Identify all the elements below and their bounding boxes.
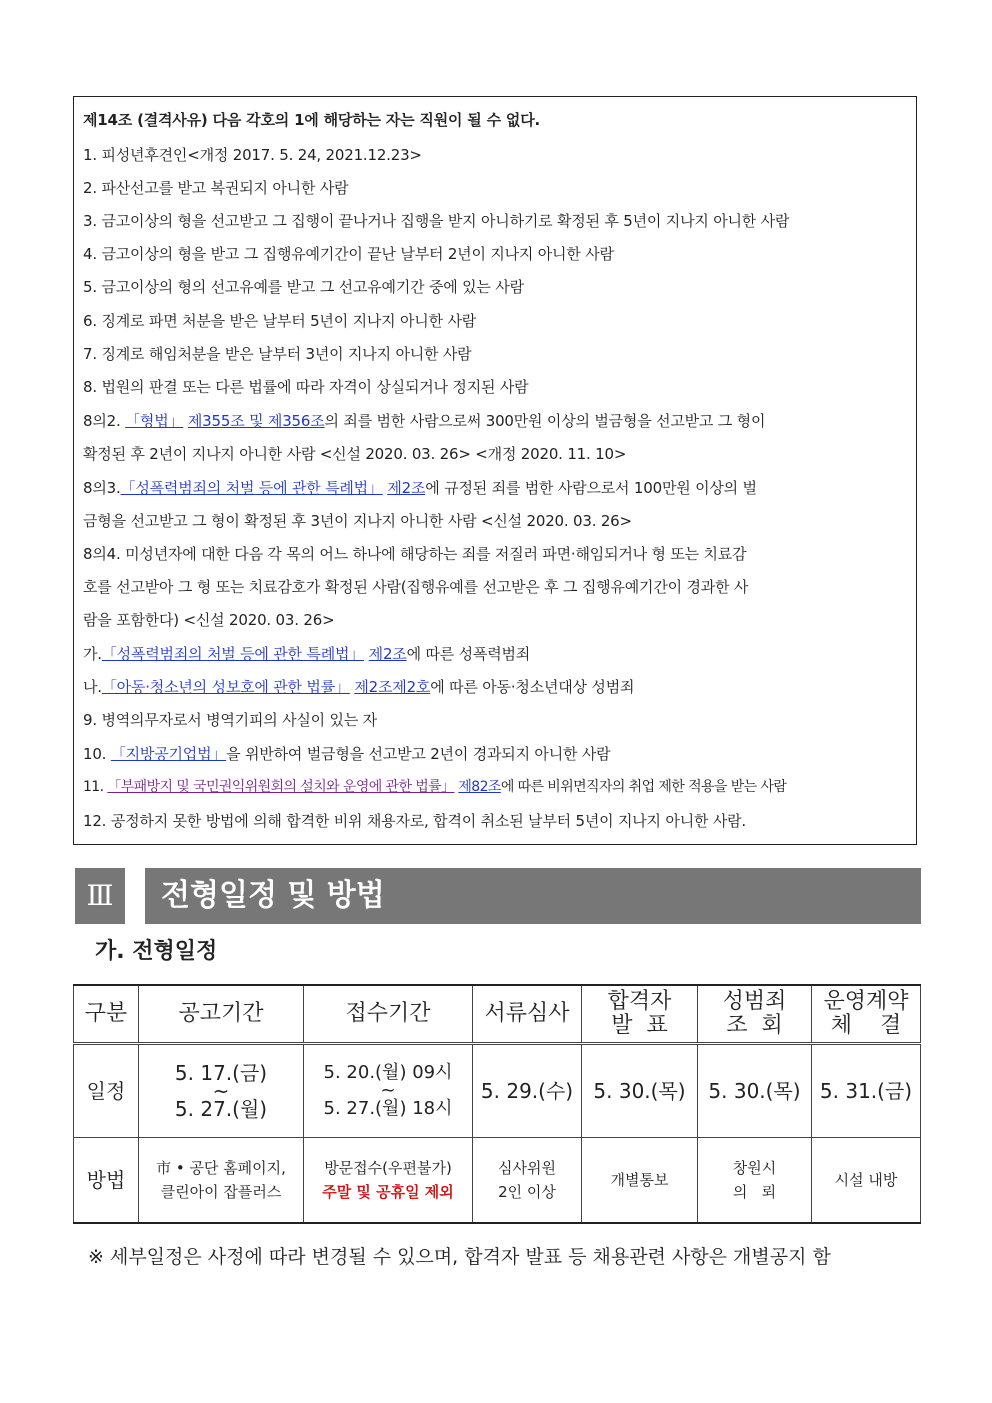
clause-11: 11. 「부패방지 및 국민권익위원회의 설치와 운영에 관한 법률」 제82조에 따른 비위면직자의 취업 제한 적용을 받는 사람 xyxy=(83,779,787,795)
clause-3: 3. 금고이상의 형을 선고받고 그 집행이 끝나거나 집행을 받지 아니하기로 확정된 후 5년이 지나지 아니한 사람 xyxy=(83,212,790,230)
cell-announce-date: 5. 30.(목) xyxy=(582,1044,698,1138)
cell-receipt-dates: 5. 20.(월) 09시 ~ 5. 27.(월) 18시 xyxy=(304,1044,473,1138)
clause-8-2-cont: 확정된 후 2년이 지나지 아니한 사람 <신설 2020. 03. 26> <개정 2020. 11. 10> xyxy=(83,445,627,463)
footnote: ※ 세부일정은 사정에 따라 변경될 수 있으며, 합격자 발표 등 채용관련 사항은 개별공지 함 xyxy=(88,1246,831,1268)
law-link-sexual-violence-act-2[interactable]: 「성폭력범죄의 처벌 등에 관한 특례법」 xyxy=(101,645,365,663)
header-category: 구분 xyxy=(74,985,139,1044)
cell-screening-method: 심사위원 2인 이상 xyxy=(473,1138,582,1224)
clause-10: 10. 「지방공기업법」을 위반하여 벌금형을 선고받고 2년이 경과되지 아니한 사람 xyxy=(83,745,611,763)
law-link-youth-protection-act[interactable]: 「아동·청소년의 성보호에 관한 법률」 xyxy=(101,678,350,696)
cell-check-date: 5. 30.(목) xyxy=(698,1044,812,1138)
law-link-local-enterprise-act[interactable]: 「지방공기업법」 xyxy=(110,745,227,763)
section-number: Ⅲ xyxy=(75,868,125,924)
table-row-method xyxy=(74,1138,921,1224)
clause-8-4: 8의4. 미성년자에 대한 다음 각 목의 어느 하나에 해당하는 죄를 저질러 파면·해임되거나 형 또는 치료감 xyxy=(83,545,747,563)
cell-contract-date: 5. 31.(금) xyxy=(812,1044,921,1138)
clause-8-3-cont: 금형을 선고받고 그 형이 확정된 후 3년이 지나지 아니한 사람 <신설 2020. 03. 26> xyxy=(83,512,632,530)
clause-8-4-cont2: 람을 포함한다) <신설 2020. 03. 26> xyxy=(83,611,335,629)
clause-8: 8. 법원의 판결 또는 다른 법률에 따라 자격이 상실되거나 정지된 사람 xyxy=(83,378,529,396)
clause-8-4-ga: 가.「성폭력범죄의 처벌 등에 관한 특례법」 제2조에 따른 성폭력범죄 xyxy=(83,645,531,663)
clause-12: 12. 공정하지 못한 방법에 의해 합격한 비위 채용자로, 합격이 취소된 날부터 5년이 지나지 아니한 사람. xyxy=(83,812,747,830)
cell-receipt-method: 방문접수(우편불가) 주말 및 공휴일 제외 xyxy=(304,1138,473,1224)
article-heading: 제14조 (결격사유) 다음 각호의 1에 해당하는 자는 직원이 될 수 없다. xyxy=(83,111,540,129)
article-link-2-2[interactable]: 제2조제2호 xyxy=(354,678,431,696)
clause-8-3: 8의3.「성폭력범죄의 처벌 등에 관한 특례법」 제2조에 규정된 죄를 범한 사람으로서 100만원 이상의 벌 xyxy=(83,479,757,497)
cell-notice-dates: 5. 17.(금) ~ 5. 27.(월) xyxy=(139,1044,304,1138)
article-link-2b[interactable]: 제2조 xyxy=(368,645,407,663)
clause-7: 7. 징계로 해임처분을 받은 날부터 3년이 지나지 아니한 사람 xyxy=(83,345,472,363)
cell-announce-method: 개별통보 xyxy=(582,1138,698,1224)
clause-4: 4. 금고이상의 형을 받고 그 집행유예기간이 끝난 날부터 2년이 지나지 아니한 사람 xyxy=(83,245,614,263)
clause-8-4-cont: 호를 선고받아 그 형 또는 치료감호가 확정된 사람(집행유예를 선고받은 후 그 집행유예기간이 경과한 사 xyxy=(83,578,749,596)
cell-contract-method: 시설 내방 xyxy=(812,1138,921,1224)
subheading: 가. 전형일정 xyxy=(95,939,218,964)
law-link-anti-corruption-act[interactable]: 「부패방지 및 국민권익위원회의 설치와 운영에 관한 법률」 xyxy=(107,779,455,795)
article-link-355-356[interactable]: 제355조 및 제356조 xyxy=(187,412,325,430)
schedule-table xyxy=(73,984,921,1224)
header-notice-period: 공고기간 xyxy=(139,985,304,1044)
clause-1: 1. 피성년후견인<개정 2017. 5. 24, 2021.12.23> xyxy=(83,146,422,164)
clause-8-2: 8의2. 「형법」 제355조 및 제356조의 죄를 범한 사람으로써 300만원 이상의 벌금형을 선고받고 그 형이 xyxy=(83,412,766,430)
cell-notice-method: 市 • 공단 홈페이지, 클린아이 잡플러스 xyxy=(139,1138,304,1224)
law-link-sexual-violence-act[interactable]: 「성폭력범죄의 처벌 등에 관한 특례법」 xyxy=(120,479,383,497)
article-link-82[interactable]: 제82조 xyxy=(458,779,501,795)
section-title: 전형일정 및 방법 xyxy=(145,868,921,924)
cell-screening-date: 5. 29.(수) xyxy=(473,1044,582,1138)
table-row-schedule xyxy=(74,1044,921,1138)
clause-2: 2. 파산선고를 받고 복권되지 아니한 사람 xyxy=(83,179,349,197)
row-label-method: 방법 xyxy=(74,1138,139,1224)
cell-check-method: 창원시 의 뢰 xyxy=(698,1138,812,1224)
table-header-row xyxy=(74,985,921,1044)
row-label-schedule: 일정 xyxy=(74,1044,139,1138)
header-receipt-period: 접수기간 xyxy=(304,985,473,1044)
clause-9: 9. 병역의무자로서 병역기피의 사실이 있는 자 xyxy=(83,711,377,729)
law-link-criminal-act[interactable]: 「형법」 xyxy=(125,412,184,430)
disqualification-box xyxy=(73,96,917,845)
clause-6: 6. 징계로 파면 처분을 받은 날부터 5년이 지나지 아니한 사람 xyxy=(83,312,477,330)
header-sex-crime-check: 성범죄 조 회 xyxy=(698,985,812,1044)
header-document-screening: 서류심사 xyxy=(473,985,582,1044)
header-announcement: 합격자 발 표 xyxy=(582,985,698,1044)
clause-5: 5. 금고이상의 형의 선고유예를 받고 그 선고유예기간 중에 있는 사람 xyxy=(83,278,524,296)
clause-8-4-na: 나.「아동·청소년의 성보호에 관한 법률」 제2조제2호에 따른 아동·청소년대상 성범죄 xyxy=(83,678,635,696)
article-link-2[interactable]: 제2조 xyxy=(387,479,426,497)
header-contract: 운영계약 체 결 xyxy=(812,985,921,1044)
